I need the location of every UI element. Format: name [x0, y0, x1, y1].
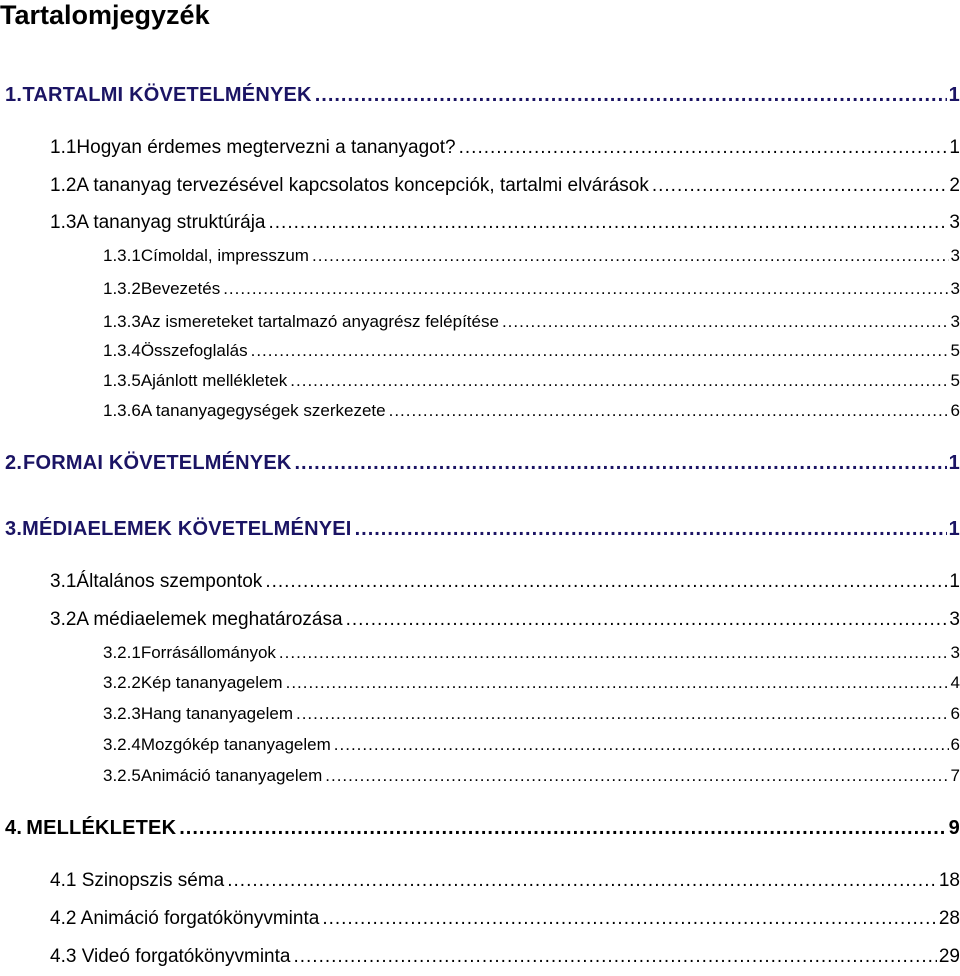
toc-page-number: 1: [949, 571, 960, 592]
toc-leader-dots: [290, 371, 948, 391]
toc-number: 2.: [5, 452, 23, 474]
toc-number: 1.2: [50, 175, 77, 196]
toc-entry-1-3-1[interactable]: [103, 246, 960, 266]
toc-title: 4.1 Szinopszis séma: [50, 870, 225, 891]
toc-page-number: 5: [950, 371, 960, 390]
toc-number: 3.1: [50, 571, 77, 592]
toc-title: Összefoglalás: [140, 341, 248, 360]
toc-entry-3-1[interactable]: [50, 571, 960, 593]
toc-number: 3.: [5, 518, 23, 540]
toc-page-number: 29: [938, 946, 960, 967]
toc-page-number: 3: [950, 643, 960, 662]
toc-page-number: 2: [949, 175, 960, 196]
toc-title: Általános szempontok: [76, 571, 263, 592]
toc-leader-dots: [502, 312, 949, 332]
toc-page-number: 9: [948, 817, 960, 839]
toc-leader-dots: [293, 946, 936, 968]
toc-page-number: 28: [938, 908, 960, 929]
toc-title: A tananyag struktúrája: [76, 212, 266, 233]
toc-leader-dots: [389, 401, 949, 421]
toc-entry-1-3-4[interactable]: [103, 341, 960, 361]
toc-leader-dots: [346, 609, 948, 631]
toc-page-number: 3: [950, 279, 960, 298]
toc-leader-dots: [223, 279, 948, 299]
toc-title: MÉDIAELEMEK KÖVETELMÉNYEI: [22, 518, 352, 540]
toc-number: 1.3.5: [103, 371, 141, 390]
toc-entry-4-2[interactable]: [50, 908, 960, 930]
toc-number: 3.2.2: [103, 673, 141, 692]
toc-page-number: 3: [949, 609, 960, 630]
toc-entry-1[interactable]: [5, 84, 960, 107]
toc-entry-3-2-1[interactable]: [103, 643, 960, 663]
toc-leader-dots: [296, 704, 949, 724]
toc-leader-dots: [251, 341, 949, 361]
toc-entry-1-2[interactable]: [50, 175, 960, 197]
toc-number: 1.3.4: [103, 341, 141, 360]
toc-number: 3.2.5: [103, 766, 141, 785]
toc-number: 3.2: [50, 609, 77, 630]
toc-title: A médiaelemek meghatározása: [76, 609, 343, 630]
toc-page-number: 18: [938, 870, 960, 891]
toc-title: Animáció tananyagelem: [140, 766, 323, 785]
toc-entry-2[interactable]: [5, 452, 960, 475]
toc-title: Forrásállományok: [140, 643, 276, 662]
toc-number: 1.3.6: [103, 401, 141, 420]
toc-entry-4-1[interactable]: [50, 870, 960, 892]
toc-entry-1-3-2[interactable]: [103, 279, 960, 299]
toc-leader-dots: [459, 137, 948, 159]
toc-page-number: 1: [948, 518, 960, 540]
toc-leader-dots: [315, 84, 947, 107]
toc-title: 4.3 Videó forgatókönyvminta: [50, 946, 291, 967]
toc-page-number: 3: [950, 246, 960, 265]
toc-leader-dots: [179, 817, 946, 840]
toc-entry-3-2-5[interactable]: [103, 766, 960, 786]
toc-number: 3.2.1: [103, 643, 141, 662]
toc-page-number: 4: [950, 673, 960, 692]
toc-leader-dots: [312, 246, 949, 266]
toc-entry-4[interactable]: [5, 817, 960, 840]
toc-entry-3[interactable]: [5, 518, 960, 541]
toc-title: Címoldal, impresszum: [140, 246, 309, 265]
toc-leader-dots: [334, 735, 949, 755]
toc-leader-dots: [652, 175, 948, 197]
toc-page-number: 6: [950, 704, 960, 723]
toc-page-number: 6: [950, 401, 960, 420]
toc-number: 1.3: [50, 212, 77, 233]
toc-number: 3.2.3: [103, 704, 141, 723]
toc-page-number: 6: [950, 735, 960, 754]
toc-entry-1-3[interactable]: [50, 212, 960, 234]
toc-number: 1.3.1: [103, 246, 141, 265]
toc-entry-3-2[interactable]: [50, 609, 960, 631]
toc-leader-dots: [325, 766, 948, 786]
toc-number: 3.2.4: [103, 735, 141, 754]
toc-entry-4-3[interactable]: [50, 946, 960, 968]
toc-leader-dots: [355, 518, 947, 541]
toc-title: Ajánlott mellékletek: [140, 371, 288, 390]
toc-title: Hang tananyagelem: [140, 704, 293, 723]
toc-title: Mozgókép tananyagelem: [140, 735, 331, 754]
toc-page-number: 3: [950, 312, 960, 331]
toc-number: 1.1: [50, 137, 77, 158]
page-title: Tartalomjegyzék: [0, 0, 210, 30]
toc-leader-dots: [295, 452, 947, 475]
toc-entry-3-2-2[interactable]: [103, 673, 960, 693]
toc-leader-dots: [265, 571, 947, 593]
toc-page-number: 1: [949, 137, 960, 158]
toc-number: 1.3.3: [103, 312, 141, 331]
toc-page-number: 5: [950, 341, 960, 360]
toc-leader-dots: [286, 673, 949, 693]
toc-leader-dots: [279, 643, 949, 663]
toc-entry-1-1[interactable]: [50, 137, 960, 159]
toc-entry-1-3-3[interactable]: [103, 312, 960, 332]
toc-title: 4.2 Animáció forgatókönyvminta: [50, 908, 320, 929]
toc-title: Kép tananyagelem: [140, 673, 283, 692]
toc-number: 4.: [5, 817, 23, 839]
toc-title: FORMAI KÖVETELMÉNYEK: [23, 452, 292, 474]
toc-title: Hogyan érdemes megtervezni a tananyagot?: [76, 137, 456, 158]
toc-page-number: 3: [949, 212, 960, 233]
toc-title: MELLÉKLETEK: [26, 817, 177, 839]
toc-leader-dots: [269, 212, 948, 234]
toc-title: A tananyag tervezésével kapcsolatos koncepciók, tartalmi elvárások: [76, 175, 649, 196]
toc-entry-3-2-3[interactable]: [103, 704, 960, 724]
toc-number: 1.3.2: [103, 279, 141, 298]
toc-page-number: 1: [948, 452, 960, 474]
toc-title: A tananyagegységek szerkezete: [140, 401, 386, 420]
toc-entry-3-2-4[interactable]: [103, 735, 960, 755]
toc-entry-1-3-6[interactable]: [103, 401, 960, 421]
toc-entry-1-3-5[interactable]: [103, 371, 960, 391]
toc-title: Az ismereteket tartalmazó anyagrész felépítése: [140, 312, 499, 331]
toc-leader-dots: [322, 908, 937, 930]
toc-page-number: 1: [948, 84, 960, 106]
toc-title: Bevezetés: [140, 279, 221, 298]
toc-number: 1.: [5, 84, 23, 106]
toc-leader-dots: [227, 870, 937, 892]
toc-title: TARTALMI KÖVETELMÉNYEK: [22, 84, 312, 106]
toc-page-number: 7: [950, 766, 960, 785]
